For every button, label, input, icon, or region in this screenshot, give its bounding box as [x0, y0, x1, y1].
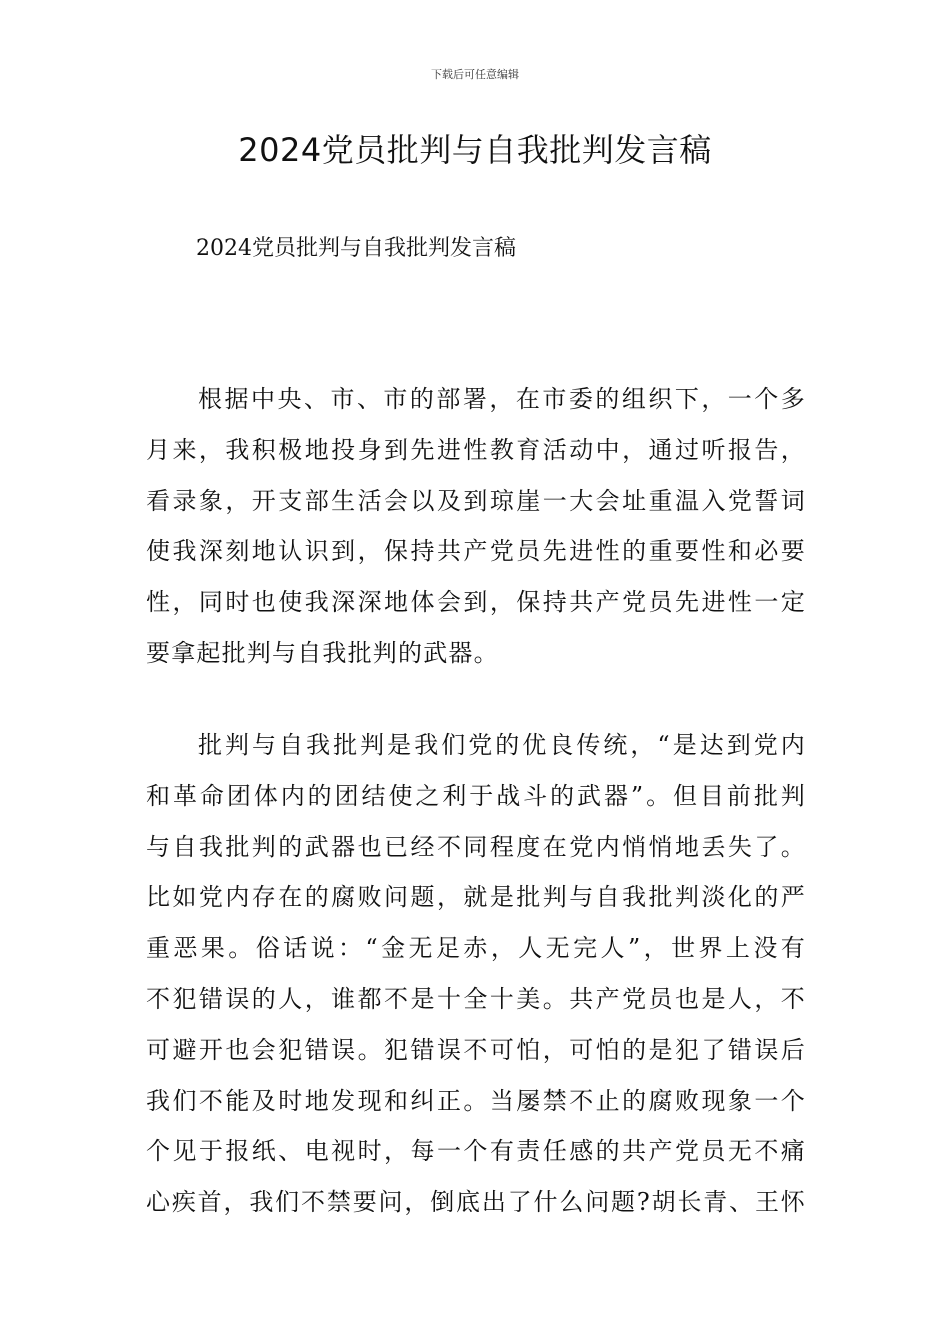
paragraph-line: 心疾首，我们不禁要问，倒底出了什么问题?胡长青、王怀 — [146, 1188, 806, 1217]
paragraph-1 — [146, 374, 806, 679]
paragraph-line: 重恶果。俗话说：“金无足赤，人无完人”，世界上没有 — [146, 934, 806, 963]
paragraph-line: 比如党内存在的腐败问题，就是批判与自我批判淡化的严 — [146, 883, 806, 912]
paragraph-line: 可避开也会犯错误。犯错误不可怕，可怕的是犯了错误后 — [146, 1035, 806, 1064]
paragraph-line: 根据中央、市、市的部署，在市委的组织下，一个多 — [198, 385, 806, 413]
paragraph-line: 看录象，开支部生活会以及到琼崖一大会址重温入党誓词 — [146, 486, 806, 515]
document-subtitle: 2024党员批判与自我批判发言稿 — [196, 236, 516, 261]
paragraph-line: 使我深刻地认识到，保持共产党员先进性的重要性和必要 — [146, 537, 806, 566]
paragraph-line: 批判与自我批判是我们党的优良传统，“是达到党内 — [198, 731, 806, 759]
paragraph-line: 与自我批判的武器也已经不同程度在党内悄悄地丢失了。 — [146, 832, 806, 861]
paragraph-line: 要拿起批判与自我批判的武器。 — [146, 638, 499, 667]
document-title: 2024党员批判与自我批判发言稿 — [238, 131, 712, 169]
paragraph-2 — [146, 720, 806, 1228]
paragraph-line: 我们不能及时地发现和纠正。当屡禁不止的腐败现象一个 — [146, 1086, 806, 1115]
paragraph-line: 不犯错误的人，谁都不是十全十美。共产党员也是人，不 — [146, 984, 806, 1013]
paragraph-line: 性，同时也使我深深地体会到，保持共产党员先进性一定 — [146, 588, 806, 617]
header-note: 下载后可任意编辑 — [431, 68, 519, 81]
paragraph-line: 和革命团体内的团结使之利于战斗的武器”。但目前批判 — [146, 781, 806, 810]
paragraph-line: 月来，我积极地投身到先进性教育活动中，通过听报告， — [146, 435, 806, 464]
paragraph-line: 个见于报纸、电视时，每一个有责任感的共产党员无不痛 — [146, 1137, 806, 1166]
